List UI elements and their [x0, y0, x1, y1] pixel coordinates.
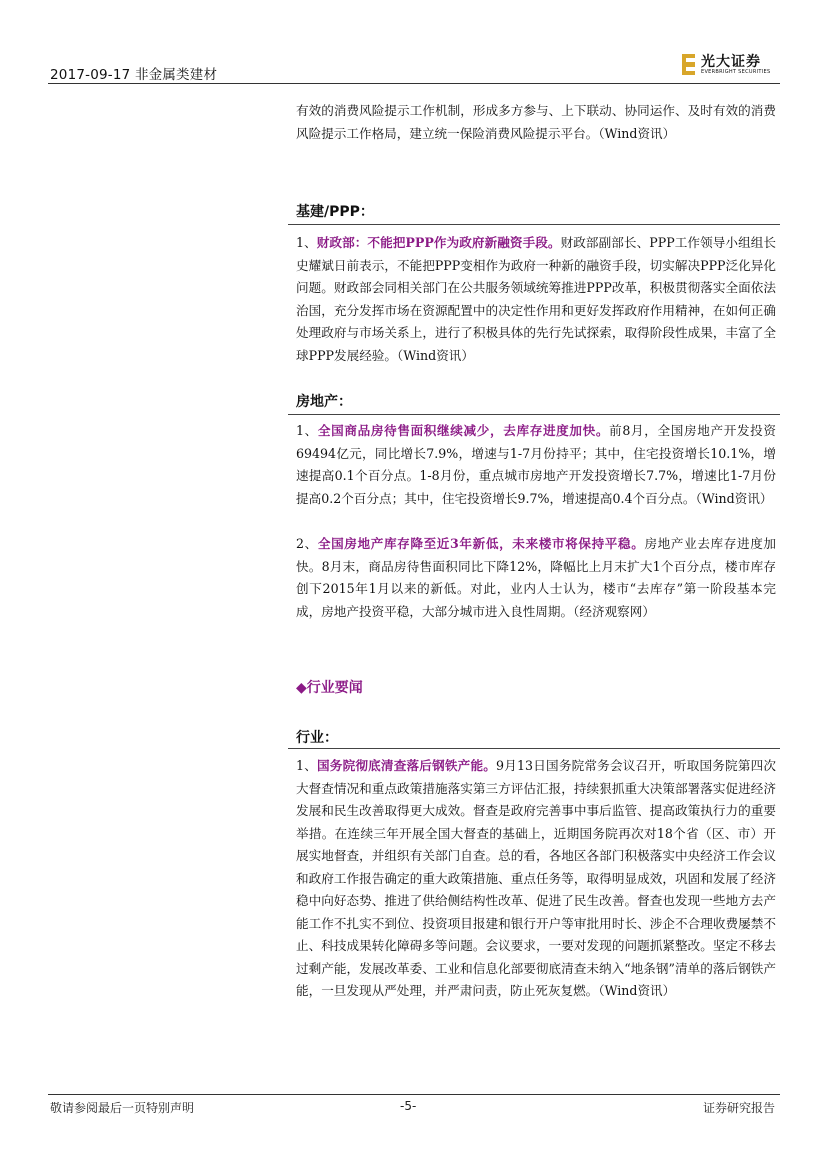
intro-paragraph: 有效的消费风险提示工作机制，形成多方参与、上下联动、协同运作、及时有效的消费风险提示工作格局，建立统一保险消费风险提示平台。（Wind资讯） — [296, 103, 776, 141]
industry-divider — [288, 748, 780, 749]
logo-english-name: EVERBRIGHT SECURITIES — [701, 69, 771, 75]
realestate-heading: 房地产： — [296, 394, 352, 410]
realestate-item-2 — [296, 533, 776, 623]
footer-disclaimer: 敬请参阅最后一页特别声明 — [50, 1101, 195, 1115]
section-title-industry-news: ◆行业要闻 — [296, 680, 363, 696]
industry-item-1 — [296, 755, 776, 1003]
header-divider — [48, 83, 780, 84]
realestate-item-1 — [296, 420, 776, 510]
footer-divider — [48, 1094, 780, 1095]
everbright-logo-icon — [682, 54, 695, 75]
industry-heading: 行业： — [296, 730, 338, 746]
item-headline: 财政部：不能把PPP作为政府新融资手段。 — [316, 235, 561, 250]
item-number: 1、 — [296, 423, 318, 438]
page-number: -5- — [400, 1099, 417, 1113]
company-logo — [682, 48, 782, 82]
item-body: 房地产业去库存进度加快。8月末，商品房待售面积同比下降12%，降幅比上月末扩大1个百分点，楼市库存创下2015年1月以来的新低。对此，业内人士认为，楼市“去库存”第一阶段基本完成，房地产投资平稳，大部分城市进入良性周期。（经济观察网） — [296, 536, 777, 619]
item-number: 1、 — [296, 235, 317, 250]
item-body: 前8月，全国房地产开发投资69494亿元，同比增长7.9%，增速与1-7月份持平；其中，住宅投资增长10.1%，增速提高0.1个百分点。1-8月份，重点城市房地产开发投资增长7.7%，增速比1-7月份提高0.2个百分点；其中，住宅投资增长9.7%，增速提高0.4个百分点。（Wind资讯） — [296, 423, 777, 506]
item-headline: 国务院彻底清查落后钢铁产能。 — [317, 758, 497, 773]
footer-report-type: 证券研究报告 — [703, 1101, 776, 1115]
infra-heading: 基建/PPP： — [296, 204, 374, 220]
header-date-sector: 2017-09-17 非金属类建材 — [50, 67, 218, 83]
infra-item-1 — [296, 232, 776, 367]
infra-divider — [288, 224, 780, 225]
item-headline: 全国商品房待售面积继续减少，去库存进度加快。 — [317, 423, 610, 438]
item-number: 1、 — [296, 758, 317, 773]
item-headline: 全国房地产库存降至近3年新低，未来楼市将保持平稳。 — [317, 536, 645, 551]
realestate-divider — [288, 414, 780, 415]
logo-chinese-name: 光大证券 — [701, 54, 761, 70]
item-body: 财政部副部长、PPP工作领导小组组长史耀斌日前表示，不能把PPP变相作为政府一种新的融资手段，切实解决PPP泛化异化问题。财政部会同相关部门在公共服务领域统筹推进PPP改革，积极贯彻落实全面依法治国，充分发挥市场在资源配置中的决定性作用和更好发挥政府作用精神，在如何正确处理政府与市场关系上，进行了积极具体的先行先试探索，取得阶段性成果，丰富了全球PPP发展经验。（Wind资讯） — [296, 235, 777, 363]
item-number: 2、 — [296, 536, 318, 551]
item-body: 9月13日国务院常务会议召开，听取国务院第四次大督查情况和重点政策措施落实第三方评估汇报，持续狠抓重大决策部署落实促进经济发展和民生改善取得更大成效。督查是政府完善事中事后监管、提高政策执行力的重要举措。在连续三年开展全国大督查的基础上，近期国务院再次对18个省（区、市）开展实地督查，并组织有关部门自查。总的看，各地区各部门积极落实中央经济工作会议和政府工作报告确定的重大政策措施、重点任务等，取得明显成效，巩固和发展了经济稳中向好态势、推进了供给侧结构性改革、促进了民生改善。督查也发现一些地方去产能工作不扎实不到位、投资项目报建和银行开户等审批用时长、涉企不合理收费屡禁不止、科技成果转化障碍多等问题。会议要求，一要对发现的问题抓紧整改。坚定不移去过剩产能，发展改革委、工业和信息化部要彻底清查未纳入“地条钢”清单的落后钢铁产能，一旦发现从严处理，并严肃问责，防止死灰复燃。（Wind资讯） — [296, 758, 777, 998]
